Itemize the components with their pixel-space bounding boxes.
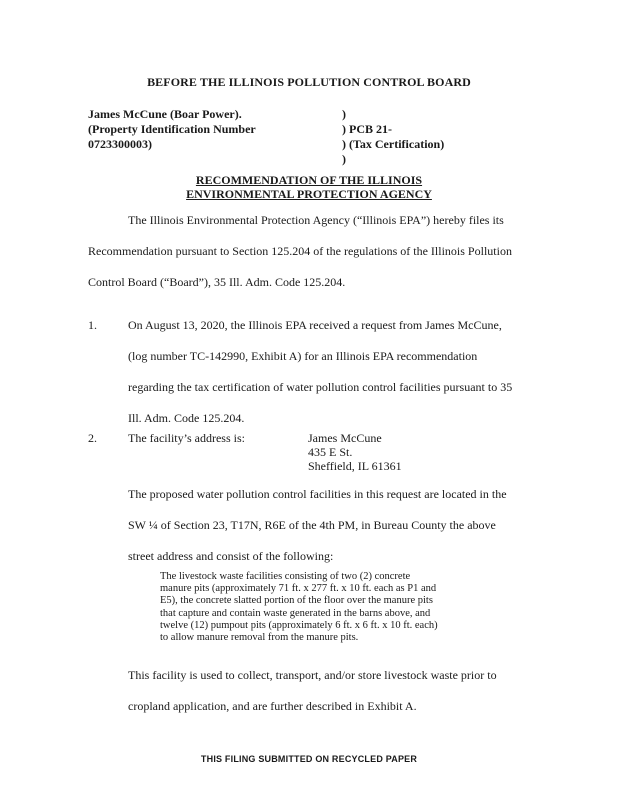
caption-line: James McCune (Boar Power). bbox=[88, 107, 242, 121]
caption-line: ) PCB 21- bbox=[342, 122, 392, 136]
caption-line: (Property Identification Number bbox=[88, 122, 256, 136]
address-line: James McCune bbox=[308, 431, 382, 445]
caption-line: ) bbox=[342, 107, 346, 121]
text-line: The Illinois Environmental Protection Agency (“Illinois EPA”) hereby files its bbox=[128, 213, 504, 227]
facility-address bbox=[308, 431, 402, 473]
item-number: 1. bbox=[88, 318, 97, 332]
block-line: E5), the concrete slatted portion of the floor over the manure pits bbox=[160, 595, 433, 607]
block-line: manure pits (approximately 71 ft. x 277 ft. x 10 ft. each as P1 and bbox=[160, 583, 437, 595]
text-line: street address and consist of the following: bbox=[128, 549, 334, 563]
intro-paragraph bbox=[88, 213, 528, 306]
heading-line: RECOMMENDATION OF THE ILLINOIS bbox=[195, 173, 423, 187]
document-title: BEFORE THE ILLINOIS POLLUTION CONTROL BOARD bbox=[147, 75, 471, 89]
page-footer: THIS FILING SUBMITTED ON RECYCLED PAPER bbox=[200, 754, 418, 764]
text-line: Ill. Adm. Code 125.204. bbox=[128, 411, 245, 425]
heading-line: ENVIRONMENTAL PROTECTION AGENCY bbox=[186, 187, 432, 201]
address-line: Sheffield, IL 61361 bbox=[308, 459, 402, 473]
caption-line: 0723300003) bbox=[88, 137, 152, 151]
caption-line: ) (Tax Certification) bbox=[342, 137, 445, 151]
case-caption-parties bbox=[88, 107, 256, 152]
item-2-closing bbox=[128, 668, 528, 730]
facility-address-label: The facility’s address is: bbox=[128, 431, 245, 445]
item-2-text bbox=[128, 487, 528, 580]
text-line: Control Board (“Board”), 35 Ill. Adm. Code 125.204. bbox=[88, 275, 346, 289]
block-line: that capture and contain waste generated in the barns above, and bbox=[160, 607, 431, 619]
text-line: (log number TC-142990, Exhibit A) for an Illinois EPA recommendation bbox=[128, 349, 478, 363]
text-line: cropland application, and are further described in Exhibit A. bbox=[128, 699, 417, 713]
text-line: SW ¼ of Section 23, T17N, R6E of the 4th PM, in Bureau County the above bbox=[128, 518, 496, 532]
facility-description-block bbox=[160, 571, 500, 644]
item-number: 2. bbox=[88, 431, 97, 445]
block-line: twelve (12) pumpout pits (approximately 6 ft. x 6 ft. x 10 ft. each) bbox=[160, 619, 438, 631]
section-heading bbox=[0, 173, 618, 201]
block-line: to allow manure removal from the manure pits. bbox=[160, 632, 359, 644]
text-line: Recommendation pursuant to Section 125.204 of the regulations of the Illinois Pollution bbox=[88, 244, 512, 258]
text-line: This facility is used to collect, transport, and/or store livestock waste prior to bbox=[128, 668, 497, 682]
text-line: The proposed water pollution control facilities in this request are located in the bbox=[128, 487, 507, 501]
text-line: On August 13, 2020, the Illinois EPA received a request from James McCune, bbox=[128, 318, 502, 332]
text-line: regarding the tax certification of water pollution control facilities pursuant to 35 bbox=[128, 380, 513, 394]
item-1-text bbox=[128, 318, 528, 442]
case-caption-number bbox=[342, 107, 444, 167]
address-line: 435 E St. bbox=[308, 445, 353, 459]
block-line: The livestock waste facilities consisting of two (2) concrete bbox=[160, 571, 411, 582]
caption-line: ) bbox=[342, 152, 346, 166]
